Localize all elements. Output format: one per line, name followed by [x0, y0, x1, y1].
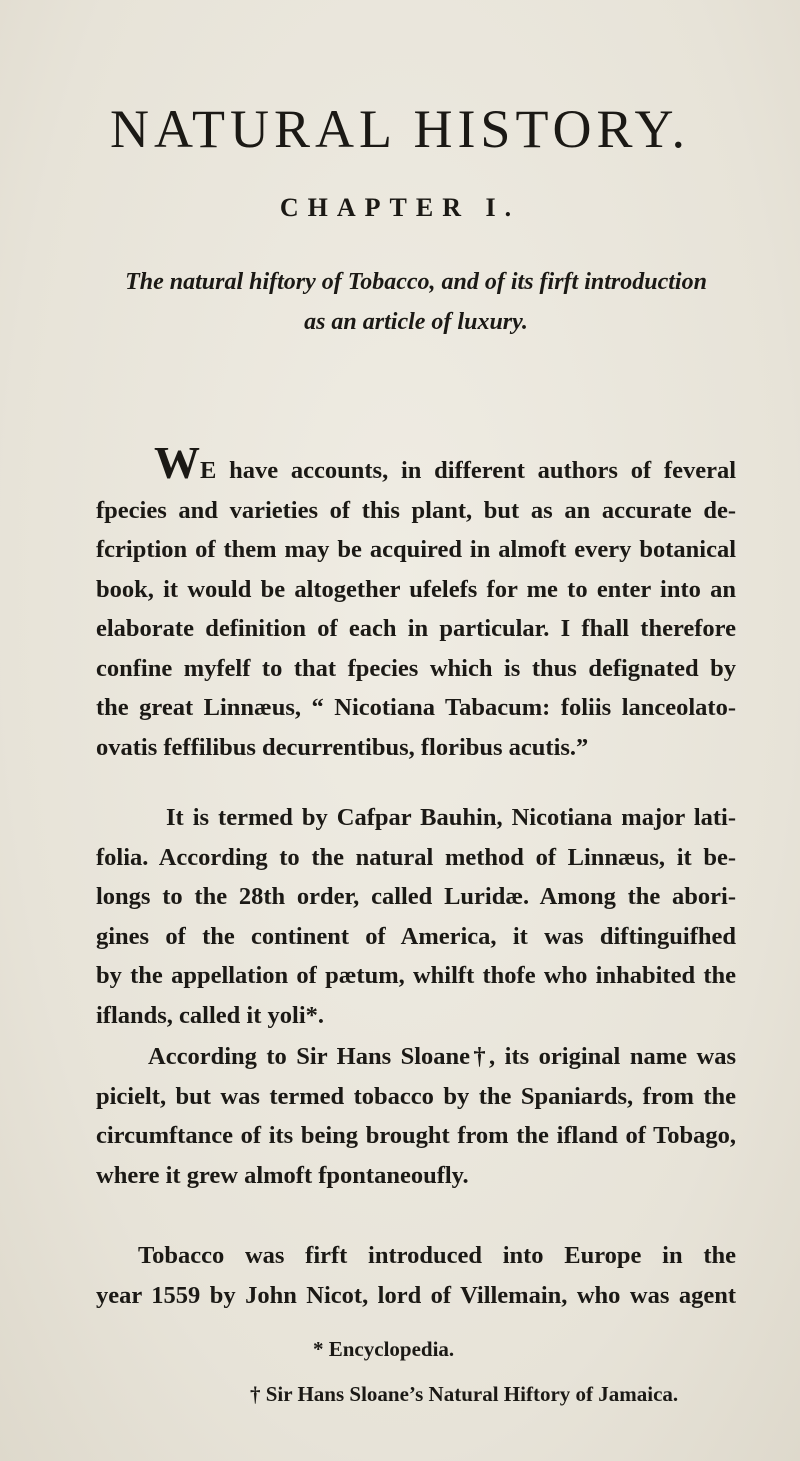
- paragraph-line: [96, 437, 736, 491]
- paragraph-4: [96, 1236, 736, 1315]
- subtitle-line: The natural hiftory of Tobacco, and of its firft introduction: [125, 269, 707, 295]
- paragraph-line: fcription of them may be acquired in almoft every botanical: [96, 536, 736, 563]
- page-title: NATURAL HISTORY.: [109, 99, 691, 159]
- paragraph-line: by the appellation of pætum, whilft thofe who inhabited the: [96, 962, 736, 989]
- footnote-sloane: † Sir Hans Sloane’s Natural Hiftory of Jamaica.: [250, 1382, 679, 1406]
- paragraph-line: book, it would be altogether ufelefs for me to enter into an: [96, 575, 736, 603]
- paragraph-line: fpecies and varieties of this plant, but as an accurate de-: [96, 496, 736, 524]
- paragraph-line: circumftance of its being brought from the ifland of Tobago,: [96, 1122, 736, 1149]
- subtitle-line: as an article of luxury.: [304, 309, 528, 335]
- paragraph-2: [96, 798, 736, 1035]
- paragraph-line: confine myfelf to that fpecies which is thus defignated by: [96, 654, 736, 682]
- footnote-encyclopedia: * Encyclopedia.: [313, 1337, 455, 1361]
- paragraph-line: ovatis feffilibus decurrentibus, floribus acutis.”: [96, 733, 589, 761]
- paragraph-1: [96, 437, 736, 767]
- paragraph-line: longs to the 28th order, called Luridæ. Among the abori-: [96, 883, 736, 910]
- drop-cap: W: [154, 437, 200, 488]
- paragraph-3: [96, 1037, 736, 1195]
- paragraph-line: elaborate definition of each in particular. I fhall therefore: [96, 615, 736, 642]
- paragraph-line: According to Sir Hans Sloane†, its original name was: [148, 1043, 736, 1070]
- paragraph-line: the great Linnæus, “ Nicotiana Tabacum: foliis lanceolato-: [96, 694, 736, 721]
- paragraph-line: iflands, called it yoli*.: [96, 1001, 325, 1029]
- paragraph-line-text: E have accounts, in different authors of feveral: [200, 457, 736, 484]
- paragraph-line: where it grew almoft fpontaneoufly.: [96, 1161, 469, 1189]
- chapter-subtitle: [96, 262, 736, 342]
- paragraph-line: It is termed by Cafpar Bauhin, Nicotiana major lati-: [166, 804, 736, 831]
- paragraph-line: gines of the continent of America, it was diftinguifhed: [96, 922, 736, 950]
- chapter-heading: CHAPTER I.: [279, 193, 521, 222]
- paragraph-line: folia. According to the natural method of Linnæus, it be-: [96, 843, 736, 871]
- paragraph-line: picielt, but was termed tobacco by the Spaniards, from the: [96, 1082, 736, 1110]
- paragraph-line: Tobacco was firft introduced into Europe in the: [138, 1242, 736, 1269]
- paragraph-line: year 1559 by John Nicot, lord of Villemain, who was agent: [96, 1281, 736, 1309]
